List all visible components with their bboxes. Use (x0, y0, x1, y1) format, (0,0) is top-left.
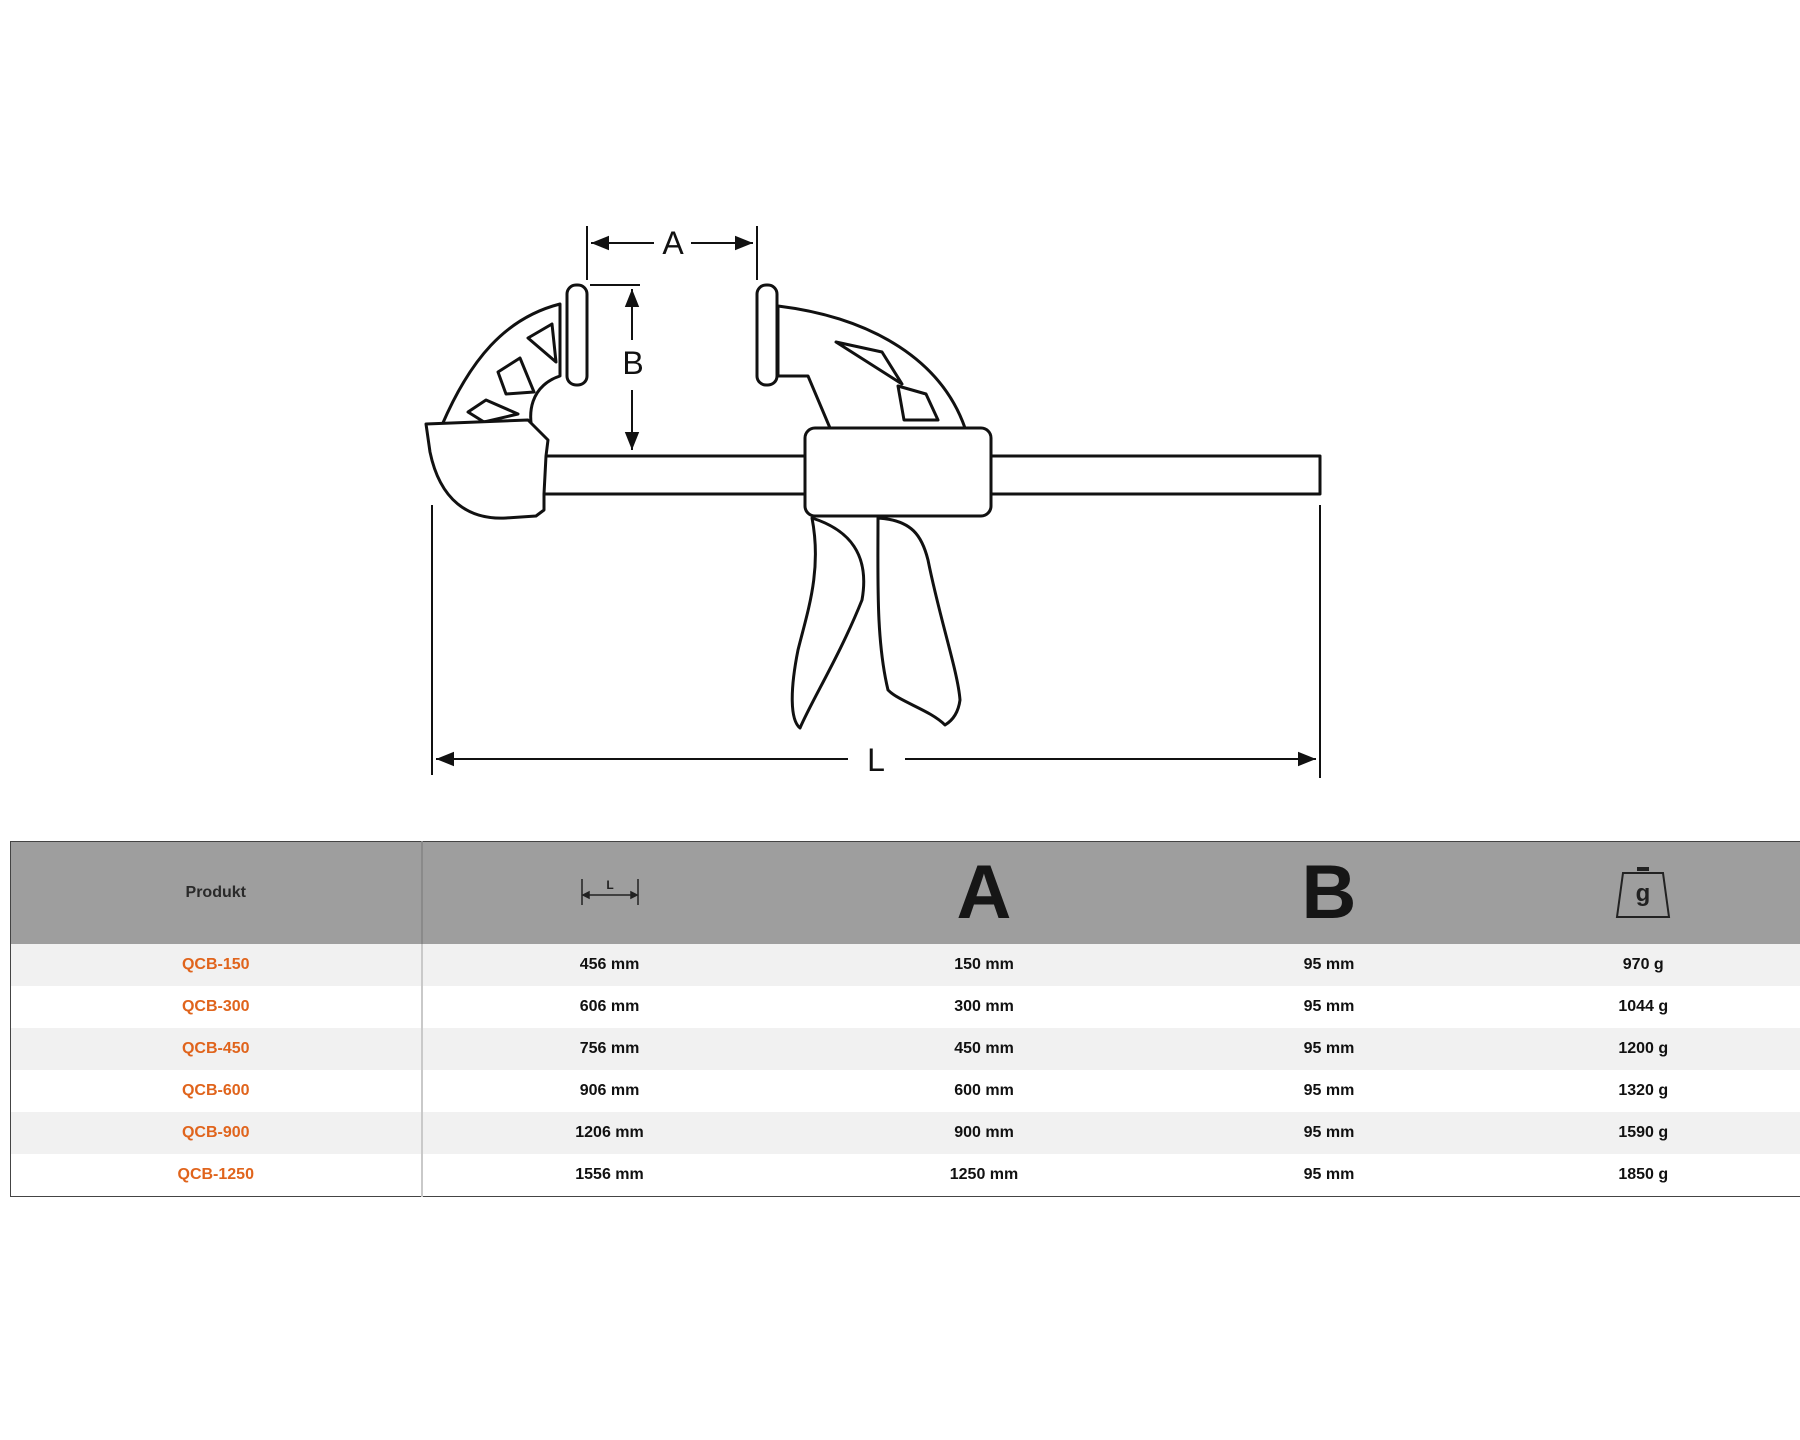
weight-icon-label: g (1635, 879, 1651, 907)
product-code: QCB-450 (181, 1040, 250, 1057)
cell-b: 95 mm (1172, 1028, 1487, 1070)
right-jaw-pad (757, 285, 777, 385)
cell-b: 95 mm (1172, 986, 1487, 1028)
cell-b: 95 mm (1172, 1070, 1487, 1112)
cell-a: 150 mm (797, 944, 1172, 986)
cell-a: 300 mm (797, 986, 1172, 1028)
cell-a: 450 mm (797, 1028, 1172, 1070)
product-code: QCB-150 (181, 956, 250, 973)
left-foot (426, 420, 548, 518)
header-product-label: Produkt (185, 884, 246, 901)
right-jaw-arch (778, 306, 965, 428)
cell-length: 456 mm (422, 944, 797, 986)
trigger-grip (792, 518, 864, 728)
dimension-label-a: A (662, 225, 684, 261)
header-b-label: B (1301, 850, 1357, 935)
table-row (11, 1112, 1800, 1154)
dimension-label-b: B (622, 345, 644, 381)
cell-length: 756 mm (422, 1028, 797, 1070)
cell-weight: 1200 g (1487, 1028, 1800, 1070)
header-length (422, 842, 797, 945)
cell-length: 1556 mm (422, 1154, 797, 1197)
cell-weight: 1590 g (1487, 1112, 1800, 1154)
cell-length: 606 mm (422, 986, 797, 1028)
cell-a: 1250 mm (797, 1154, 1172, 1197)
product-code: QCB-1250 (177, 1166, 254, 1183)
product-code: QCB-600 (181, 1082, 250, 1099)
cell-b: 95 mm (1172, 1112, 1487, 1154)
cell-weight: 970 g (1487, 944, 1800, 986)
cell-a: 600 mm (797, 1070, 1172, 1112)
cell-length: 1206 mm (422, 1112, 797, 1154)
table-row (11, 1028, 1800, 1070)
length-L-icon (580, 873, 640, 914)
spec-table (10, 841, 1800, 1197)
product-code: QCB-300 (181, 998, 250, 1015)
header-weight (1487, 842, 1800, 945)
table-row (11, 1154, 1800, 1197)
handle-grip (878, 518, 960, 725)
table-row (11, 944, 1800, 986)
cell-a: 900 mm (797, 1112, 1172, 1154)
header-a-label: A (956, 850, 1012, 935)
length-icon-label: L (605, 877, 614, 892)
cell-length: 906 mm (422, 1070, 797, 1112)
table-header-row (11, 842, 1800, 945)
table-row (11, 986, 1800, 1028)
table-row (11, 1070, 1800, 1112)
handle-block (805, 428, 991, 516)
header-product (11, 842, 422, 945)
header-a (797, 842, 1172, 945)
cell-b: 95 mm (1172, 1154, 1487, 1197)
header-b (1172, 842, 1487, 945)
cell-weight: 1044 g (1487, 986, 1800, 1028)
dimension-label-l: L (867, 742, 885, 778)
weight-icon (1613, 861, 1673, 926)
cell-b: 95 mm (1172, 944, 1487, 986)
left-jaw-pad (567, 285, 587, 385)
product-code: QCB-900 (181, 1124, 250, 1141)
cell-weight: 1850 g (1487, 1154, 1800, 1197)
cell-weight: 1320 g (1487, 1070, 1800, 1112)
